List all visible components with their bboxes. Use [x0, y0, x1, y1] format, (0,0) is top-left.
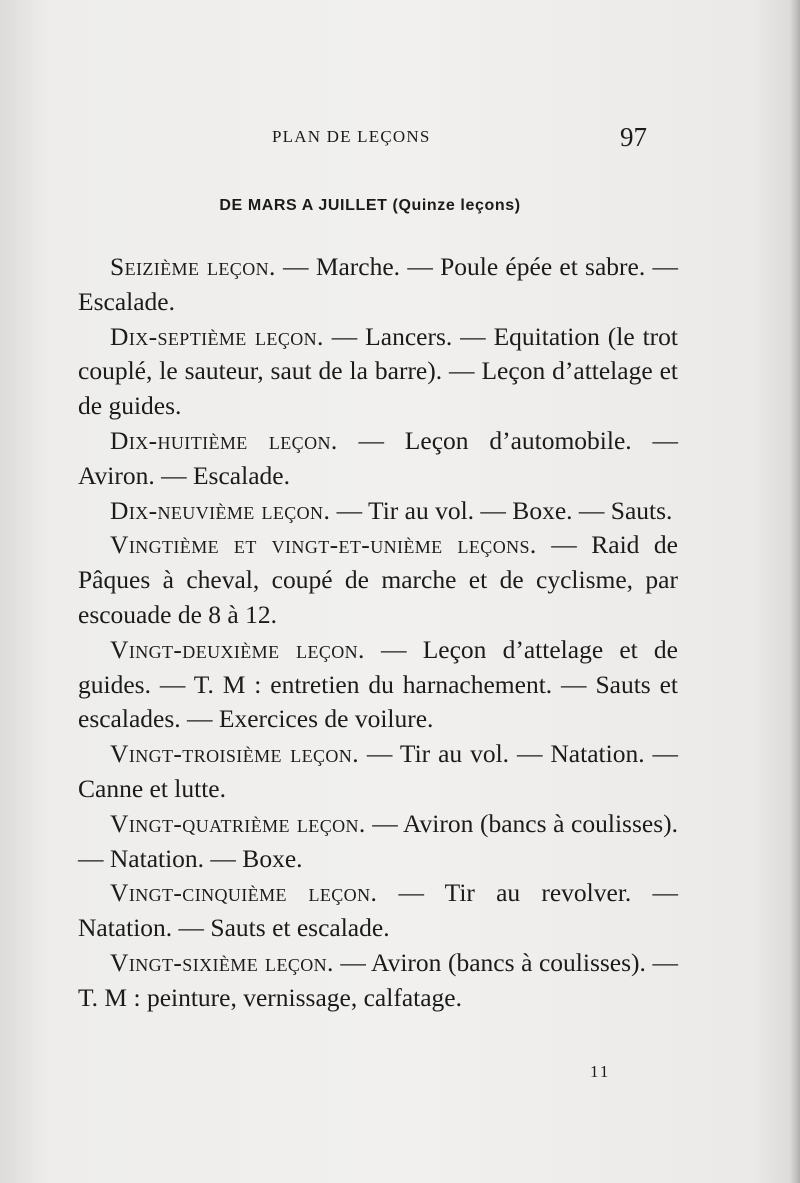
page-number: 97 [620, 122, 647, 152]
lesson-list [78, 250, 678, 1016]
lesson-content: — Raid de Pâques à cheval, coupé de marche et de cyclisme, par escouade de 8 à 12. [78, 530, 678, 629]
lesson-entry [78, 876, 678, 946]
lesson-content: — Leçon d’automobile. — Aviron. — Escalade. [78, 425, 678, 490]
lesson-entry [78, 424, 678, 494]
lesson-entry [78, 528, 678, 632]
lesson-entry [78, 633, 678, 737]
lesson-heading: Seizième leçon. [110, 252, 276, 281]
lesson-heading: Vingt-deuxième leçon. [110, 634, 365, 664]
lesson-heading: Vingtième et vingt-et-unième leçons. [110, 530, 537, 560]
page-edge-shadow [790, 0, 800, 1183]
lesson-content: — Lancers. — Equitation (le trot couplé, le sauteur, saut de la barre). — Leçon d’attelage et de guides. [78, 321, 678, 421]
lesson-entry [78, 494, 678, 529]
lesson-content: — Marche. — Poule épée et sabre. — Escalade. [78, 252, 678, 316]
lesson-content: — Leçon d’attelage et de guides. — T. M : entretien du harnachement. — Sauts et escalades. — Exercices de voilure. [78, 634, 678, 734]
lesson-heading: Vingt-sixième leçon. [110, 947, 334, 977]
lesson-entry [78, 737, 678, 807]
lesson-content: — Tir au vol. — Boxe. — Sauts. [330, 495, 673, 525]
running-head: PLAN DE LEÇONS [272, 127, 431, 146]
lesson-entry [78, 807, 678, 877]
lesson-content: — Tir au revolver. — Natation. — Sauts et escalade. [78, 878, 678, 943]
lesson-heading: Dix-huitième leçon. [110, 425, 338, 455]
signature-mark: 11 [590, 1062, 611, 1081]
lesson-heading: Dix-septième leçon. [110, 321, 324, 351]
lesson-content: — Aviron (bancs à coulisses). — T. M : peinture, vernissage, calfatage. [78, 947, 678, 1012]
lesson-heading: Vingt-troisième leçon. [110, 739, 359, 769]
lesson-heading: Vingt-cinquième leçon. [110, 878, 378, 908]
lesson-entry [78, 320, 678, 424]
section-title: DE MARS A JUILLET (Quinze leçons) [219, 197, 521, 214]
lesson-heading: Vingt-quatrième leçon. [110, 808, 366, 838]
lesson-content: — Tir au vol. — Natation. — Canne et lutte. [78, 739, 678, 803]
lesson-heading: Dix-neuvième leçon. [110, 495, 331, 525]
lesson-entry [78, 250, 678, 320]
lesson-content: — Aviron (bancs à coulisses). — Natation. — Boxe. [78, 808, 678, 873]
lesson-entry [78, 946, 678, 1016]
